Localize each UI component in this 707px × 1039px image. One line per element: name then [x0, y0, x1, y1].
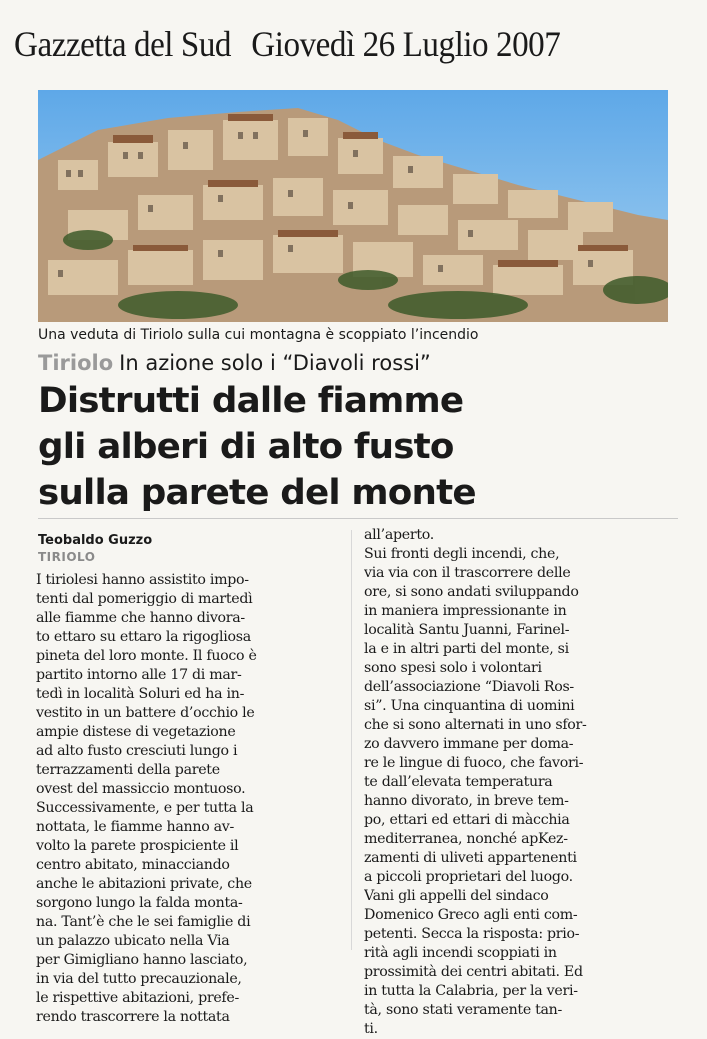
text-line: vestito in un battere d’occhio le — [36, 705, 255, 721]
text-line: na. Tant’è che le sei famiglie di — [36, 914, 251, 930]
text-line: terrazzamenti della parete — [36, 762, 220, 778]
text-line: Sui fronti degli incendi, che, — [364, 546, 560, 562]
text-line: ampie distese di vegetazione — [36, 724, 236, 740]
column-divider — [351, 530, 352, 950]
text-line: I tiriolesi hanno assistito impo- — [36, 572, 249, 588]
article-column-1 — [36, 571, 346, 1027]
text-line: le rispettive abitazioni, prefe- — [36, 990, 239, 1006]
text-line: mediterranea, nonché apKez- — [364, 831, 568, 847]
text-line: all’aperto. — [364, 527, 434, 543]
headline-line: gli alberi di alto fusto — [38, 427, 454, 467]
article-photo — [38, 90, 668, 322]
text-line: Successivamente, e per tutta la — [36, 800, 254, 816]
text-line: località Santu Juanni, Farinel- — [364, 622, 570, 638]
kicker-place: Tiriolo — [38, 351, 114, 375]
headline-line: Distrutti dalle fiamme — [38, 381, 464, 421]
text-line: tedì in località Soluri ed ha in- — [36, 686, 245, 702]
text-line: si”. Una cinquantina di uomini — [364, 698, 575, 714]
text-line: un palazzo ubicato nella Via — [36, 933, 230, 949]
text-line: pineta del loro monte. Il fuoco è — [36, 648, 257, 664]
text-line: per Gimigliano hanno lasciato, — [36, 952, 248, 968]
town-hillside-photo — [38, 90, 668, 322]
dateline: TIRIOLO — [38, 550, 96, 564]
text-line: petenti. Secca la risposta: prio- — [364, 926, 580, 942]
text-line: rendo trascorrere la nottata — [36, 1009, 230, 1025]
text-line: centro abitato, minacciando — [36, 857, 230, 873]
text-line: alle fiamme che hanno divora- — [36, 610, 245, 626]
article-column-2 — [364, 526, 674, 1039]
newspaper-name: Gazzetta del Sud — [14, 24, 232, 64]
text-line: te dall’elevata temperatura — [364, 774, 553, 790]
text-line: hanno divorato, in breve tem- — [364, 793, 569, 809]
text-line: in via del tutto precauzionale, — [36, 971, 242, 987]
kicker — [38, 348, 678, 378]
text-line: a piccoli proprietari del luogo. — [364, 869, 573, 885]
issue-date: Giovedì 26 Luglio 2007 — [251, 24, 561, 64]
text-line: che si sono alternati in uno sfor- — [364, 717, 587, 733]
text-line: Domenico Greco agli enti com- — [364, 907, 578, 923]
text-line: sorgono lungo la falda monta- — [36, 895, 243, 911]
text-line: po, ettari ed ettari di màcchia — [364, 812, 570, 828]
kicker-text: In azione solo i “Diavoli rossi” — [119, 351, 431, 375]
text-line: volto la parete prospiciente il — [36, 838, 239, 854]
text-line: via via con il trascorrere delle — [364, 565, 571, 581]
text-line: prossimità dei centri abitati. Ed — [364, 964, 583, 980]
text-line: zamenti di uliveti appartenenti — [364, 850, 577, 866]
text-line: zo davvero immane per doma- — [364, 736, 574, 752]
text-line: dell’associazione “Diavoli Ros- — [364, 679, 574, 695]
author-byline: Teobaldo Guzzo — [38, 533, 153, 548]
photo-caption: Una veduta di Tiriolo sulla cui montagna è scoppiato l’incendio — [38, 327, 479, 343]
headline-line: sulla parete del monte — [38, 473, 476, 513]
text-line: ad alto fusto cresciuti lungo i — [36, 743, 238, 759]
text-line: rità agli incendi scoppiati in — [364, 945, 557, 961]
text-line: la e in altri parti del monte, si — [364, 641, 569, 657]
text-line: Vani gli appelli del sindaco — [364, 888, 549, 904]
text-line: ti. — [364, 1021, 378, 1037]
text-line: in maniera impressionante in — [364, 603, 567, 619]
masthead — [14, 20, 640, 68]
headline — [38, 378, 678, 516]
divider — [38, 518, 678, 519]
text-line: tenti dal pomeriggio di martedì — [36, 591, 253, 607]
text-line: anche le abitazioni private, che — [36, 876, 252, 892]
text-line: nottata, le fiamme hanno av- — [36, 819, 235, 835]
text-line: partito intorno alle 17 di mar- — [36, 667, 242, 683]
text-line: to ettaro su ettaro la rigogliosa — [36, 629, 251, 645]
text-line: ovest del massiccio montuoso. — [36, 781, 246, 797]
text-line: in tutta la Calabria, per la veri- — [364, 983, 578, 999]
text-line: ore, si sono andati sviluppando — [364, 584, 579, 600]
text-line: re le lingue di fuoco, che favori- — [364, 755, 584, 771]
text-line: tà, sono stati veramente tan- — [364, 1002, 563, 1018]
text-line: sono spesi solo i volontari — [364, 660, 542, 676]
